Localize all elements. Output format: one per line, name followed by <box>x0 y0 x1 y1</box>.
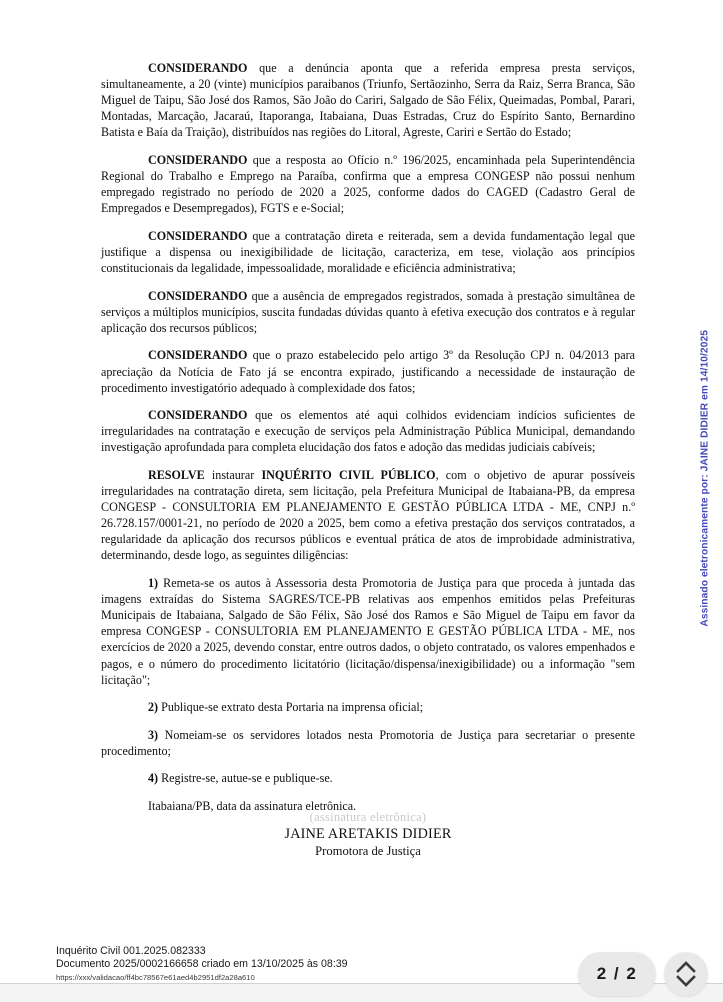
paragraph-lead: 2) <box>148 700 159 715</box>
document-paragraph: CONSIDERANDO que os elementos até aqui colhidos evidenciam indícios suficientes de irregularidades na contratação e execução de serviços pela Administração Pública Municipal, demandando investigação aprofundada para completa elucidação dos fatos e adoção das medidas judiciais cabíveis; <box>101 408 635 455</box>
document-paragraph: CONSIDERANDO que o prazo estabelecido pelo artigo 3º da Resolução CPJ n. 04/2013 para apreciação da Notícia de Fato já se encontra expirado, justificando a necessidade de instauração de procedimento investigatório adequado à complexidade dos fatos; <box>101 348 635 395</box>
paragraph-lead: CONSIDERANDO <box>148 228 248 243</box>
paragraph-lead: 4) <box>148 771 159 786</box>
footer-document-number: Documento 2025/0002166658 criado em 13/10/2025 às 08:39 <box>56 958 348 971</box>
paragraph-lead: RESOLVE <box>148 467 205 482</box>
footer-validation-url[interactable]: https://xxx/validacao/ff4bc78567e61aed4b2951df2a28a610 <box>56 972 255 982</box>
electronic-signature-note: (assinatura eletrônica) <box>309 810 427 824</box>
chevron-up-down-icon <box>675 960 697 988</box>
footer-case-number: Inquérito Civil 001.2025.082333 <box>56 945 206 957</box>
document-paragraph: CONSIDERANDO que a denúncia aponta que a referida empresa presta serviços, simultaneamente, a 20 (vinte) municípios paraibanos (Triunfo, Sertãozinho, Serra da Raiz, Serra Branca, São Miguel de Taipu, São José dos Ramos, São João do Cariri, Salgado de São Félix, Queimadas, Pombal, Parari, Montadas, Marcação, Jacaraú, Itaporanga, Itabaiana, Duas Estradas, Cruz do Espírito Santo, Bernardino Batista e Baía da Traição), distribuídos nas regiões do Litoral, Agreste, Cariri e Sertão do Estado; <box>101 61 635 140</box>
document-paragraph: RESOLVE instaurar INQUÉRITO CIVIL PÚBLICO, com o objetivo de apurar possíveis irregularidades na contratação direta, sem licitação, pela Prefeitura Municipal de Itabaiana-PB, da empresa CONGESP - CONSULTORIA EM PLANEJAMENTO E GESTÃO PÚBLICA LTDA - ME, CNPJ n.º 26.728.157/0001-21, no período de 2020 a 2025, bem como a efetiva prestação dos serviços contratados, a regularidade da aplicação dos recursos públicos e eventual prática de atos de improbidade administrativa, determinando, desde logo, as seguintes diligências: <box>101 467 635 563</box>
page-indicator-label: 2 / 2 <box>596 964 638 983</box>
paragraph-lead: CONSIDERANDO <box>148 152 248 167</box>
document-paragraph: Itabaiana/PB, data da assinatura eletrônica. <box>148 799 357 814</box>
paragraph-lead: CONSIDERANDO <box>148 61 248 75</box>
vertical-signature-stamp <box>697 330 713 690</box>
paragraph-lead: CONSIDERANDO <box>148 288 248 303</box>
signatory-role: Promotora de Justiça <box>315 844 421 858</box>
paragraph-lead-secondary: INQUÉRITO CIVIL PÚBLICO <box>261 467 436 482</box>
document-paragraph: 1) Remeta-se os autos à Assessoria desta Promotoria de Justiça para que proceda à juntada das imagens extraídas do Sistema SAGRES/TCE-PB relativas aos empenhos emitidos pelas Prefeituras Municipais de Itabaiana, Salgado de São Félix, São José dos Ramos e São Miguel de Taipu em favor da empresa CONGESP - CONSULTORIA EM PLANEJAMENTO E GESTÃO PÚBLICA LTDA - ME, nos exercícios de 2020 a 2025, devendo constar, entre outros dados, o objeto contratado, os valores empenhados e pagos, e o número do procedimento licitatório (licitação/dispensa/inexigibilidade) ou a informação "sem licitação"; <box>101 576 635 687</box>
signatory-name: JAINE ARETAKIS DIDIER <box>284 826 452 842</box>
vertical-signature-stamp-text: Assinado eletronicamente por: JAINE DIDIER em 14/10/2025 <box>699 330 711 627</box>
document-paragraph: CONSIDERANDO que a contratação direta e reiterada, sem a devida fundamentação legal que justifique a dispensa ou inexigibilidade de licitação, caracteriza, em tese, violação aos princípios constitucionais da legalidade, impessoalidade, moralidade e eficiência administrativa; <box>101 228 635 276</box>
paragraph-lead: 3) <box>148 727 159 742</box>
document-paragraph: 2) Publique-se extrato desta Portaria na imprensa oficial; <box>148 700 424 715</box>
page-stepper-button[interactable] <box>664 952 708 996</box>
signature-block <box>101 810 635 860</box>
document-paragraph: CONSIDERANDO que a ausência de empregados registrados, somada à prestação simultânea de serviços a múltiplos municípios, suscita fundadas dúvidas quanto à efetiva execução dos contratos e à regular aplicação dos recursos públicos; <box>101 288 635 335</box>
paragraph-lead: CONSIDERANDO <box>148 348 248 363</box>
document-body <box>101 60 635 826</box>
document-paragraph: 3) Nomeiam-se os servidores lotados nesta Promotoria de Justiça para secretariar o presente procedimento; <box>101 727 635 758</box>
document-paragraph: 4) Registre-se, autue-se e publique-se. <box>148 771 333 786</box>
document-footer <box>56 945 536 983</box>
page-indicator[interactable] <box>578 952 656 996</box>
document-paragraph: CONSIDERANDO que a resposta ao Ofício n.º 196/2025, encaminhada pela Superintendência Regional do Trabalho e Emprego na Paraíba, confirma que a empresa CONGESP não possui nenhum empregado registrado no período de 2020 a 2025, conforme dados do CAGED (Cadastro Geral de Empregados e Desempregados), FGTS e e-Social; <box>101 152 635 216</box>
paragraph-lead: CONSIDERANDO <box>148 408 248 423</box>
paragraph-lead: 1) <box>148 576 159 591</box>
